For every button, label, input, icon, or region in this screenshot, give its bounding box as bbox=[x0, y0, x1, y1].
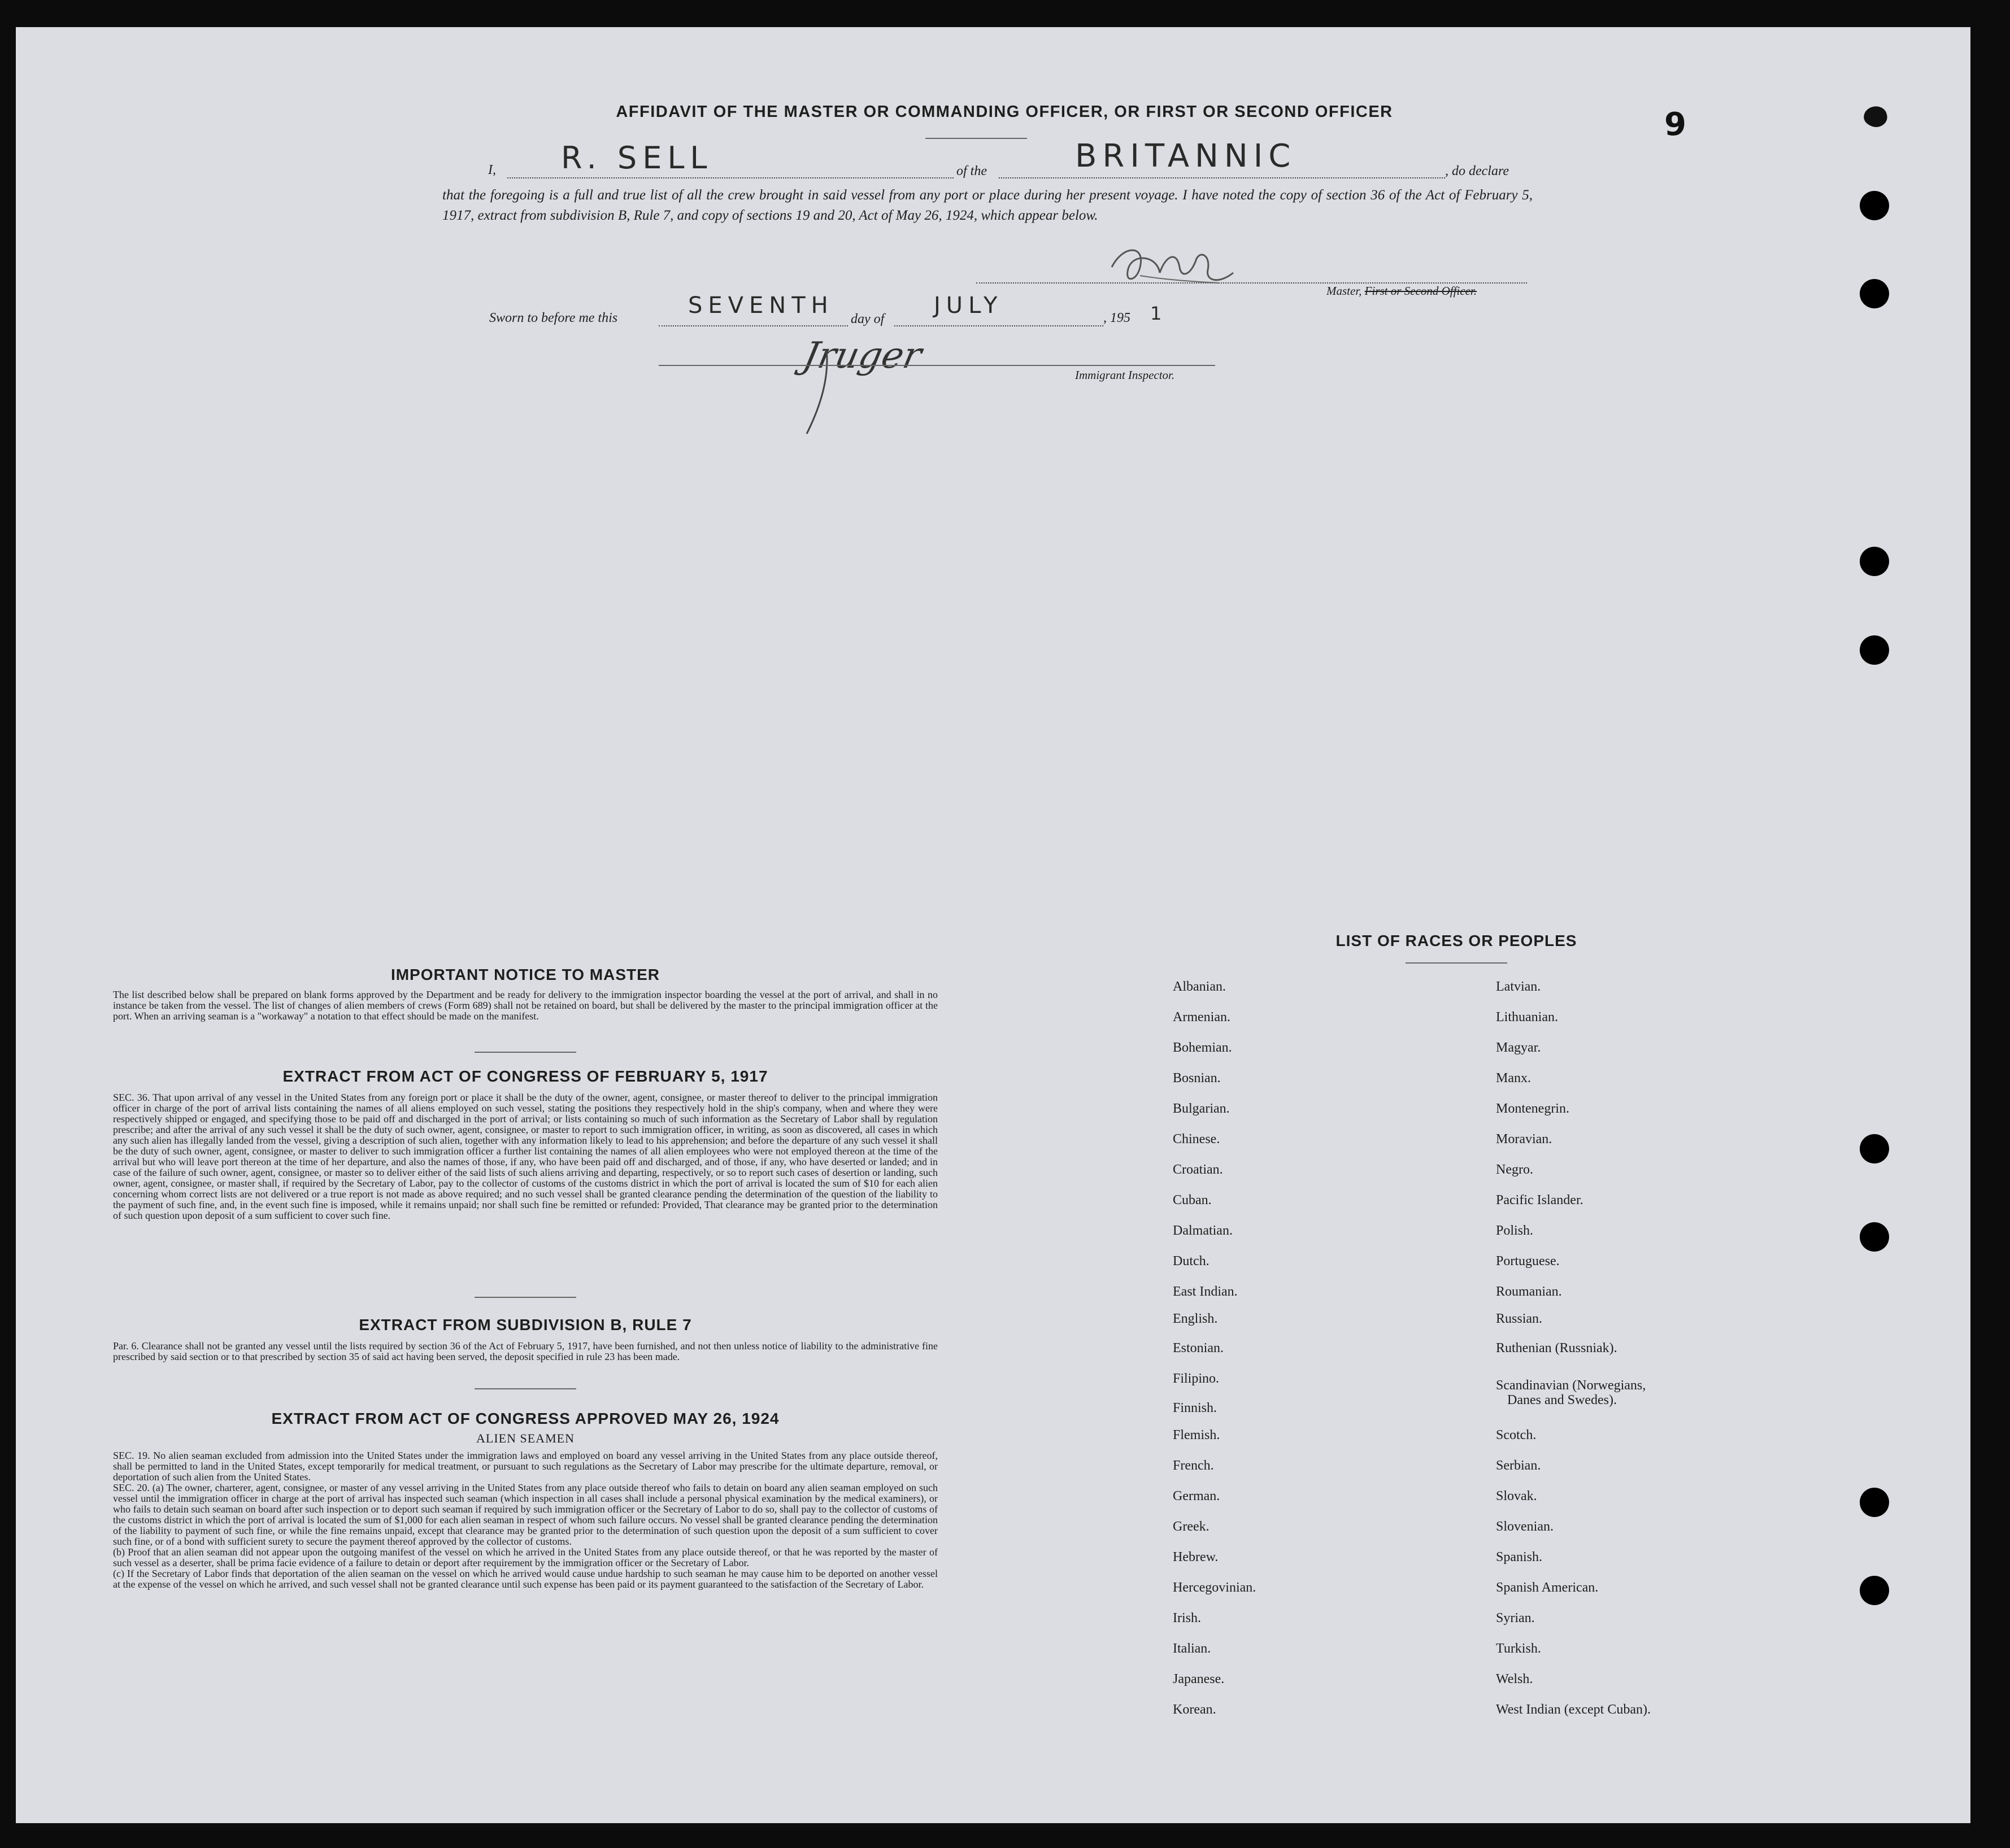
race-item: Syrian. bbox=[1496, 1611, 1535, 1625]
extract-1924-sec20c: (c) If the Secretary of Labor finds that deportation of the alien seaman on the vessel on which he arrived would cause undue hardship to such seaman he may cause him to be deported on another vessel at the expense of the vessel on which he arrived, and such vessel shall not be granted clearance until such expense has been paid or its payment guaranteed to the satisfaction of the Secretary of Labor. bbox=[113, 1568, 938, 1590]
sworn-day-handwritten: SEVENTH bbox=[688, 293, 834, 319]
punch-hole bbox=[1860, 1134, 1889, 1163]
corner-blot bbox=[1860, 101, 1894, 134]
races-heading: LIST OF RACES OR PEOPLES bbox=[1335, 932, 1577, 949]
inspector-signature: Jruger bbox=[799, 335, 925, 377]
punch-hole bbox=[1860, 547, 1889, 576]
punch-hole bbox=[1860, 635, 1889, 665]
extract-1924-sec20b: (b) Proof that an alien seaman did not appear upon the outgoing manifest of the vessel on which he arrived in the United States from any place outside thereof, or that he was reported by the master of such vessel as a deserter, shall be prima facie evidence of a failure to detain or deport after requirement by the immigration officer or the Secretary of Labor. bbox=[113, 1546, 938, 1568]
race-item: Spanish American. bbox=[1496, 1580, 1599, 1595]
race-item: German. bbox=[1173, 1489, 1220, 1503]
race-item: Turkish. bbox=[1496, 1641, 1541, 1656]
race-item: Slovenian. bbox=[1496, 1519, 1554, 1534]
i-label: I, bbox=[488, 163, 496, 177]
extract-1917-heading: EXTRACT FROM ACT OF CONGRESS OF FEBRUARY 5, 1917 bbox=[282, 1067, 768, 1085]
race-item: Cuban. bbox=[1173, 1193, 1212, 1208]
race-item: Ruthenian (Russniak). bbox=[1496, 1341, 1617, 1356]
master-caption-struck: First or Second Officer. bbox=[1364, 284, 1477, 298]
inspector-signature-line bbox=[659, 365, 1215, 366]
race-item: Italian. bbox=[1173, 1641, 1211, 1656]
race-item: Dutch. bbox=[1173, 1254, 1210, 1269]
extract-1924-sec20a: SEC. 20. (a) The owner, charterer, agent, consignee, or master of any vessel arriving in the United States from any place outside thereof who fails to detain on board any alien seaman employed on such vessel until the immigration officer in charge at the port of arrival has inspected such seaman (which inspection in all cases shall include a personal physical examination by the medical examiners), or who fails to detain such seaman on board after such inspection or to deport such seaman if required by such immigration officer or the Secretary of Labor to do so, shall pay to the collector of customs of the customs district in which the port of arrival is located the sum of $1,000 for each alien seaman in respect of whom such failure occurs. No vessel shall be granted clearance pending the determination of the liability to payment of such fine, or while the fine remains unpaid, except that clearance may be granted prior to the determination of such question upon the deposit of a sum sufficient to cover such fine, or of a bond with sufficient surety to secure the payment thereof approved by the collector of customs. bbox=[113, 1482, 938, 1547]
corner-mark: 9 bbox=[1664, 106, 1686, 143]
race-item: English. bbox=[1173, 1311, 1218, 1326]
sworn-label: Sworn to before me this bbox=[489, 311, 618, 325]
race-item: Montenegrin. bbox=[1496, 1101, 1569, 1116]
race-item: Albanian. bbox=[1173, 979, 1226, 994]
officer-name-handwritten: R. SELL bbox=[561, 140, 713, 176]
notice-heading: IMPORTANT NOTICE TO MASTER bbox=[390, 966, 660, 983]
master-caption bbox=[1326, 284, 1477, 298]
race-item: Slovak. bbox=[1496, 1489, 1537, 1503]
race-item: Dalmatian. bbox=[1173, 1223, 1233, 1238]
officer-name-line bbox=[507, 177, 954, 178]
affidavit-heading-rule bbox=[925, 138, 1027, 139]
race-item: Japanese. bbox=[1173, 1672, 1225, 1686]
document-page bbox=[16, 27, 1970, 1823]
section-divider bbox=[475, 1052, 576, 1053]
race-item: Estonian. bbox=[1173, 1341, 1224, 1356]
race-item: Pacific Islander. bbox=[1496, 1193, 1583, 1208]
vessel-name-handwritten: BRITANNIC bbox=[1075, 138, 1297, 175]
sworn-month-line bbox=[894, 325, 1103, 326]
extract-rule7-heading: EXTRACT FROM SUBDIVISION B, RULE 7 bbox=[359, 1316, 692, 1333]
race-item: Irish. bbox=[1173, 1611, 1201, 1625]
extract-rule7-text: Par. 6. Clearance shall not be granted any vessel until the lists required by section 36 of the Act of February 5, 1917, have been furnished, and not then unless notice of liability to the administrative fine prescribed by said section or to that prescribed by section 35 of said act having been served, the deposit specified in rule 23 has been made. bbox=[113, 1340, 938, 1362]
race-item: Scandinavian (Norwegians, bbox=[1496, 1378, 1646, 1393]
inspector-caption: Immigrant Inspector. bbox=[1075, 368, 1175, 382]
vessel-name-line bbox=[999, 177, 1445, 178]
race-item: Armenian. bbox=[1173, 1010, 1230, 1025]
race-item: Korean. bbox=[1173, 1702, 1216, 1717]
races-heading-rule bbox=[1406, 962, 1507, 964]
race-item: Bohemian. bbox=[1173, 1040, 1232, 1055]
race-item: Roumanian. bbox=[1496, 1284, 1562, 1299]
race-item: Polish. bbox=[1496, 1223, 1534, 1238]
race-item: Flemish. bbox=[1173, 1428, 1220, 1442]
race-item: Hercegovinian. bbox=[1173, 1580, 1256, 1595]
race-item: Lithuanian. bbox=[1496, 1010, 1558, 1025]
race-item: Welsh. bbox=[1496, 1672, 1533, 1686]
race-item: Croatian. bbox=[1173, 1162, 1223, 1177]
punch-hole bbox=[1860, 191, 1889, 220]
extract-1924-subheading: ALIEN SEAMEN bbox=[476, 1431, 575, 1445]
race-item: French. bbox=[1173, 1458, 1214, 1473]
section-divider bbox=[475, 1297, 576, 1298]
punch-hole bbox=[1860, 1488, 1889, 1517]
race-item: Moravian. bbox=[1496, 1132, 1552, 1147]
race-item: Serbian. bbox=[1496, 1458, 1541, 1473]
section-divider bbox=[475, 1388, 576, 1389]
inspector-signature-stroke bbox=[795, 343, 835, 439]
punch-hole bbox=[1860, 1576, 1889, 1605]
notice-text: The list described below shall be prepared on blank forms approved by the Department and be ready for delivery to the immigration inspector boarding the vessel at the port of arrival, and shall in no instance be taken from the vessel. The list of changes of alien members of crews (Form 689) shall not be retained on board, but shall be delivered by the master to the principal immigration officer at the port. When an arriving seaman is a "workaway" a notation to that effect should be made on the manifest. bbox=[113, 989, 938, 1022]
master-signature-line bbox=[976, 282, 1527, 284]
race-item: Bosnian. bbox=[1173, 1071, 1221, 1086]
race-item: Latvian. bbox=[1496, 979, 1541, 994]
race-item: Hebrew. bbox=[1173, 1550, 1219, 1564]
sworn-day-line bbox=[659, 325, 848, 326]
race-item: Magyar. bbox=[1496, 1040, 1541, 1055]
year-prefix: , 195 bbox=[1103, 311, 1130, 325]
day-of-label: day of bbox=[851, 312, 885, 326]
race-item: Bulgarian. bbox=[1173, 1101, 1230, 1116]
race-item: Russian. bbox=[1496, 1311, 1543, 1326]
race-item: West Indian (except Cuban). bbox=[1496, 1702, 1651, 1717]
race-item: Filipino. bbox=[1173, 1371, 1220, 1386]
extract-1924-heading: EXTRACT FROM ACT OF CONGRESS APPROVED MAY 26, 1924 bbox=[271, 1410, 780, 1427]
race-item: Scotch. bbox=[1496, 1428, 1537, 1442]
extract-1924-sec19: SEC. 19. No alien seaman excluded from admission into the United States under the immigration laws and employed on board any vessel arriving in the United States from any place outside thereof, shall be permitted to land in the United States, except temporarily for medical treatment, or pursuant to such regulations as the Secretary of Labor may prescribe for the ultimate departure, removal, or deportation of such alien from the United States. bbox=[113, 1450, 938, 1483]
affidavit-heading: AFFIDAVIT OF THE MASTER OR COMMANDING OFFICER, OR FIRST OR SECOND OFFICER bbox=[616, 103, 1393, 121]
of-the-label: of the bbox=[956, 164, 987, 178]
extract-1924-body bbox=[113, 1450, 938, 1590]
punch-hole bbox=[1860, 279, 1889, 308]
sworn-month-handwritten: JULY bbox=[934, 293, 1003, 319]
race-item: Danes and Swedes). bbox=[1507, 1393, 1617, 1407]
race-item: Negro. bbox=[1496, 1162, 1533, 1177]
master-caption-label: Master, bbox=[1326, 284, 1362, 298]
extract-1917-text: SEC. 36. That upon arrival of any vessel in the United States from any foreign port or place it shall be the duty of the owner, agent, consignee, or master thereof to deliver to the principal immigration officer in charge of the port of arrival lists containing the names of all aliens employed on such vessel, stating the positions they respectively hold in the ship's company, when and where they were respectively shipped or engaged, and specifying those to be paid off and discharged in the port of arrival; or lists containing so much of such information as the Secretary of Labor shall by regulation prescribe; and after the arrival of any such vessel it shall be the duty of such owner, agent, consignee, or master to report to such immigration officer, in writing, as soon as discovered, all cases in which any such alien has illegally landed from the vessel, giving a description of such alien, together with any information likely to lead to his apprehension; and before the departure of any such vessel it shall be the duty of such owner, agent, consignee, or master to deliver to such immigration officer a further list containing the names of all alien employees who were not employed thereon at the time of the arrival but who will leave port thereon at the time of her departure, and also the names of those, if any, who have been paid off and discharged, and of those, if any, who have deserted or landed; and in case of the failure of such owner, agent, consignee, or master so to deliver either of the said lists of such aliens arriving and departing, respectively, or so to report such cases of desertion or landing, such owner, agent, consignee, or master shall, if required by the Secretary of Labor, pay to the collector of customs of the customs district in which the port of arrival is located the sum of $10 for each alien concerning whom correct lists are not delivered or a true report is not made as above required; and no such vessel shall be granted clearance pending the determination of the question of the liability to the payment of such fine, and, in the event such fine is imposed, while it remains unpaid; nor shall such fine be remitted or refunded: Provided, That clearance may be granted prior to the determination of such question upon deposit of a sum sufficient to cover such fine. bbox=[113, 1092, 938, 1221]
race-item: Finnish. bbox=[1173, 1401, 1217, 1415]
master-signature bbox=[1106, 233, 1242, 295]
race-item: Greek. bbox=[1173, 1519, 1210, 1534]
race-item: Manx. bbox=[1496, 1071, 1531, 1086]
race-item: Portuguese. bbox=[1496, 1254, 1560, 1269]
punch-hole bbox=[1860, 1222, 1889, 1252]
race-item: Spanish. bbox=[1496, 1550, 1543, 1564]
affidavit-statement: that the foregoing is a full and true list of all the crew brought in said vessel from any port or place during her present voyage. I have noted the copy of section 36 of the Act of February 5, 1917, extract from subdivision B, Rule 7, and copy of sections 19 and 20, Act of May 26, 1924, which appear below. bbox=[442, 188, 1533, 223]
race-item: East Indian. bbox=[1173, 1284, 1238, 1299]
year-digit-handwritten: 1 bbox=[1150, 303, 1168, 324]
do-declare-label: , do declare bbox=[1445, 164, 1509, 178]
race-item: Chinese. bbox=[1173, 1132, 1220, 1147]
